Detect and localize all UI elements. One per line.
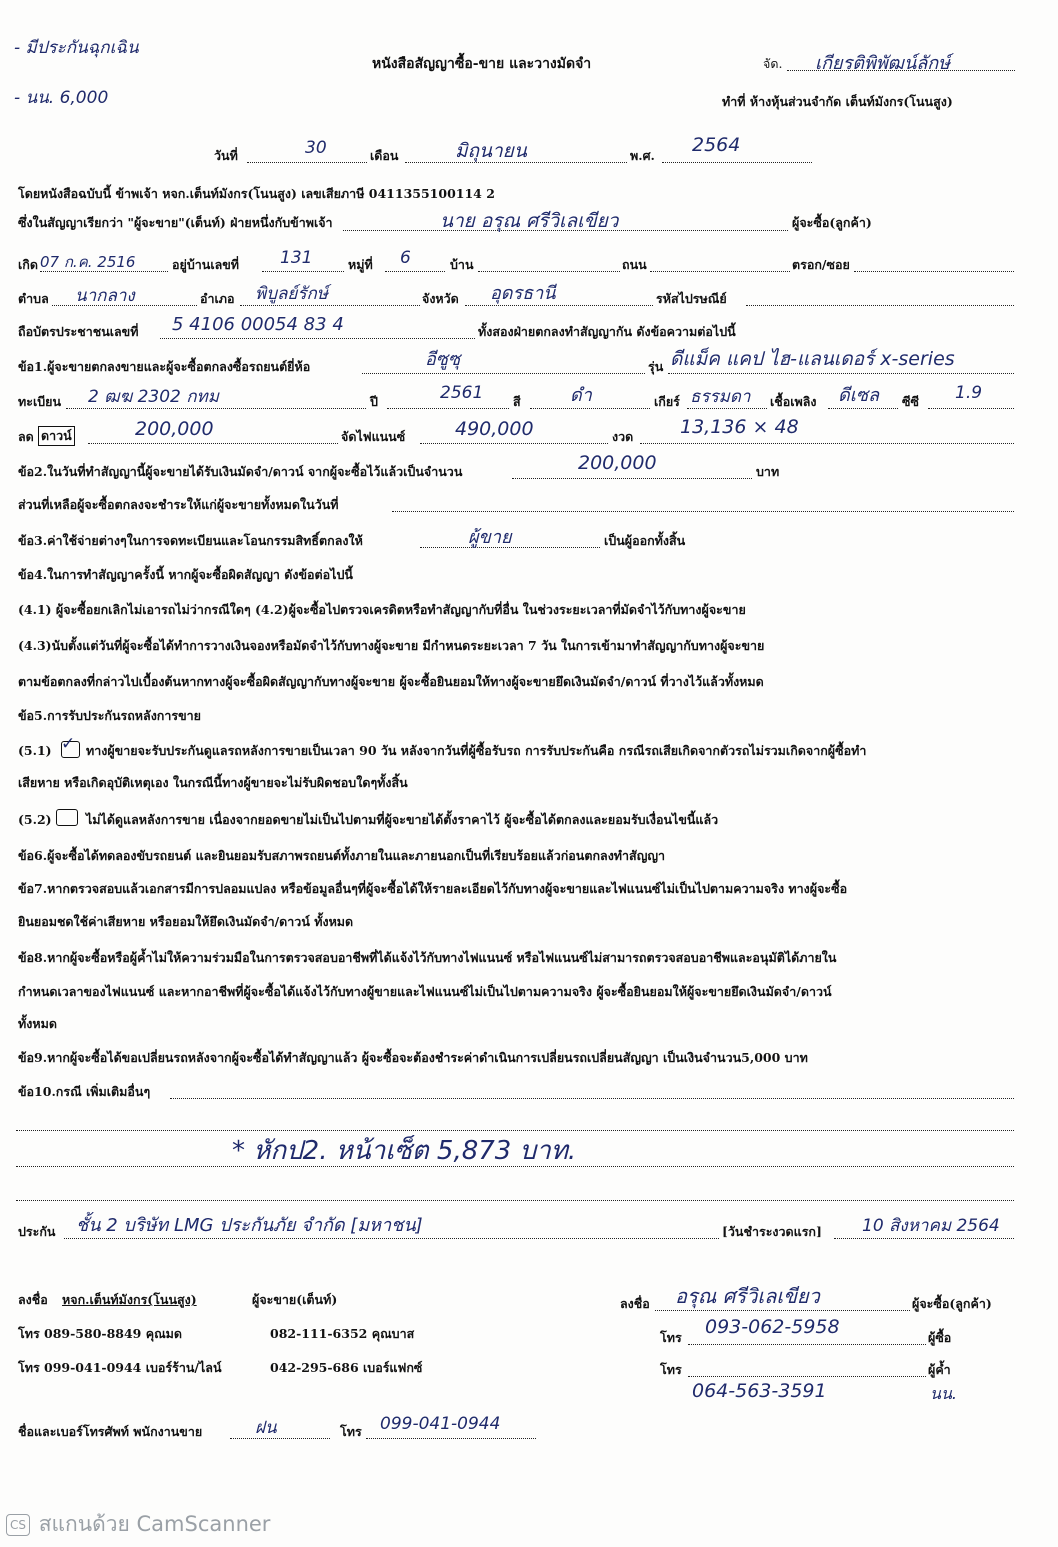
clause8-l1: ข้อ8.หากผู้จะซื้อหรือผู้ค้ำไม่ให้ความร่วมมือในการตรวจสอบอาชีพที่ได้แจ้งไว้กับทางไฟแนนซ์ หรือไฟแนนซ์ไม่สามารถตรวจสอบอาชีพและอนุมัติได้ภายใน [18, 950, 837, 965]
seller-sign-label: ลงชื่อ [18, 1292, 48, 1307]
staff-name: ฝน [255, 1418, 277, 1438]
seller-role: ผู้จะขาย(เต็นท์) [252, 1292, 338, 1307]
id-value: 5 4106 00054 83 4 [172, 314, 344, 335]
date-year-label: พ.ศ. [630, 148, 655, 163]
intro-line2-prefix: ซึ่งในสัญญาเรียกว่า "ผู้จะขาย"(เต็นท์) ฝ่ายหนึ่งกับข้าพเจ้า [18, 215, 333, 230]
clause5-option1-num: (5.1) [18, 743, 52, 758]
house-line [262, 271, 344, 272]
subdistrict-value: นากลาง [75, 286, 135, 306]
date-day-label: วันที่ [214, 148, 238, 163]
village-label: บ้าน [450, 257, 474, 272]
vehicle-reg: 2 ฒฆ 2302 กทม [88, 387, 219, 407]
date-day-line [247, 162, 367, 163]
fuel-label: เชื้อเพลิง [770, 394, 817, 409]
staff-name-line [230, 1438, 330, 1439]
staff-tel-label: โทร [340, 1424, 362, 1439]
cc-line [928, 408, 1014, 409]
handwritten-note-weight: - นน. 6,000 [14, 88, 109, 108]
first-pay-value: 10 สิงหาคม 2564 [862, 1216, 1000, 1236]
installment-value: 13,136 × 48 [680, 416, 799, 438]
camscanner-logo-icon: CS [6, 1514, 30, 1536]
road-label: ถนน [622, 257, 647, 272]
date-year-line [662, 162, 812, 163]
district-label: อำเภอ [200, 291, 235, 306]
clause6: ข้อ6.ผู้จะซื้อได้ทดลองขับรถยนต์ และยินยอมรับสภาพรถยนต์ทั้งภายในและภายนอกเป็นที่เรียบร้อยแล้วก่อนตกลงทำสัญญา [18, 848, 666, 863]
guarantor-tel-label: โทร [660, 1362, 682, 1377]
clause7-l2: ยินยอมชดใช้ค่าเสียหาย หรือยอมให้ยึดเงินมัดจำ/ดาวน์ ทั้งหมด [18, 914, 354, 929]
buyer-tel-line [688, 1344, 926, 1345]
postcode-label: รหัสไปรษณีย์ [656, 291, 727, 306]
brand-line [362, 373, 645, 374]
year-line [387, 408, 509, 409]
clause4-l2: (4.3)นับตั้งแต่วันที่ผู้จะซื้อได้ทำการวางเงินจองหรือมัดจำไว้กับทางผู้จะขาย มีกำหนดระยะเวลา 7 วัน ในการเข้ามาทำสัญญากับทางผู้จะขาย [18, 638, 765, 653]
finance-value: 490,000 [455, 418, 534, 440]
province-value: อุดรธานี [490, 283, 556, 304]
buyer-name: นาย อรุณ ศรีวิเลเขียว [440, 210, 619, 232]
made-by-value: เกียรติพิพัฒน์ลักษ์ [815, 53, 951, 74]
vehicle-cc: 1.9 [955, 383, 983, 403]
buyer-sign-label: ลงชื่อ [620, 1296, 650, 1311]
house-label: อยู่บ้านเลขที่ [172, 257, 240, 272]
clause2-amount: 200,000 [578, 452, 657, 474]
subdistrict-label: ตำบล [18, 291, 49, 306]
finance-label: จัดไฟแนนซ์ [341, 429, 406, 444]
insurance-value: ชั้น 2 บริษัท LMG ประกันภัย จำกัด [มหาชน] [76, 1215, 423, 1236]
clause5-option2-checkbox[interactable] [56, 809, 78, 826]
checkmark-icon: ✓ [61, 734, 76, 754]
id-line [160, 338, 475, 339]
clause10-line1 [170, 1098, 1014, 1099]
road-line [650, 271, 790, 272]
handwritten-note-insurance: - มีประกันฉุกเฉิน [14, 38, 139, 58]
guarantor-tel-line [688, 1376, 926, 1377]
clause5-option2-num: (5.2) [18, 812, 52, 827]
seller-tel2: 082-111-6352 คุณบาส [270, 1326, 415, 1341]
village-line [478, 271, 620, 272]
id-suffix: ทั้งสองฝ่ายตกลงทำสัญญากัน ดังข้อความต่อไปนี้ [478, 324, 736, 339]
buyer-tel: 093-062-5958 [705, 1316, 840, 1338]
vehicle-fuel: ดีเซล [838, 385, 880, 406]
clause7-l1: ข้อ7.หากตรวจสอบแล้วเอกสารมีการปลอมแปลง หรือข้อมูลอื่นๆที่ผู้จะซื้อได้ให้รายละเอียดไว้กับทางผู้จะขายและไฟแนนซ์ไม่เป็นไปตามความจริง ทางผู้จะซื้อ [18, 881, 848, 896]
buyer-sign-role: ผู้จะซื้อ(ลูกค้า) [912, 1296, 992, 1311]
clause2-line [512, 478, 752, 479]
staff-tel-line [366, 1438, 536, 1439]
clause2-suffix: บาท [756, 464, 780, 479]
staff-tel: 099-041-0944 [380, 1414, 501, 1434]
date-year: 2564 [692, 134, 741, 156]
down-line [88, 443, 338, 444]
date-month-label: เดือน [370, 148, 399, 163]
made-at: ทำที่ ห้างหุ้นส่วนจำกัด เต็นท์มังกร(โนนสูง) [722, 94, 953, 109]
guarantor-tel: 064-563-3591 [692, 1380, 827, 1402]
moo-line [385, 271, 445, 272]
camscanner-watermark [6, 1508, 270, 1541]
finance-line [420, 443, 608, 444]
intro-line1: โดยหนังสือฉบับนี้ ข้าพเจ้า หจก.เต็นท์มังกร(โนนสูง) เลขเสียภาษี 0411355100114 2 [18, 186, 495, 201]
down-label: ลด [18, 429, 34, 444]
clause10-line3 [16, 1166, 1014, 1167]
insurance-label: ประกัน [18, 1224, 56, 1239]
buyer-tel-role: ผู้ซื้อ [928, 1330, 952, 1345]
clause2-line2: ส่วนที่เหลือผู้จะซื้อตกลงจะชำระให้แก่ผู้จะขายทั้งหมดในวันที่ [18, 497, 339, 512]
installment-line [640, 443, 1014, 444]
clause5-option1-l1: ทางผู้ขายจะรับประกันดูแลรถหลังการขายเป็นเวลา 90 วัน หลังจากวันที่ผู้ซื้อรับรถ การรับประกันคือ กรณีรถเสียเกิดจากตัวรถไม่รวมเกิดจากผู้ซื้อทำ [86, 743, 867, 758]
guarantor-note: นน. [930, 1384, 957, 1403]
moo-label: หมู่ที่ [348, 257, 373, 272]
vehicle-model: ดีแม็ค แคป ไฮ-แลนเดอร์ x-series [670, 348, 955, 370]
year-label: ปี [370, 394, 378, 409]
clause5-option1-l2: เสียหาย หรือเกิดอุบัติเหตุเอง ในกรณีนี้ทางผู้ขายจะไม่รับผิดชอบใดๆทั้งสิ้น [18, 775, 408, 790]
soi-line [854, 271, 1014, 272]
staff-label: ชื่อและเบอร์โทรศัพท์ พนักงานขาย [18, 1424, 203, 1439]
clause3-suffix: เป็นผู้ออกทั้งสิ้น [604, 533, 686, 548]
clause10-prefix: ข้อ10.กรณี เพิ่มเติมอื่นๆ [18, 1084, 151, 1099]
clause2-prefix: ข้อ2.ในวันที่ทำสัญญานี้ผู้จะขายได้รับเงินมัดจำ/ดาวน์ จากผู้จะซื้อไว้แล้วเป็นจำนวน [18, 464, 463, 479]
down-box: ดาวน์ [38, 426, 75, 446]
clause1-label: ข้อ1.ผู้จะขายตกลงขายและผู้จะซื้อตกลงซื้อรถยนต์ยี่ห้อ [18, 359, 311, 374]
vehicle-year: 2561 [440, 383, 484, 403]
district-value: พิบูลย์รักษ์ [255, 284, 329, 304]
clause5-option2-l1: ไม่ได้ดูแลหลังการขาย เนื่องจากยอดขายไม่เป็นไปตามที่ผู้จะขายได้ตั้งราคาไว้ ผู้จะซื้อได้ตกลงและยอมรับเงื่อนไขนี้แล้ว [86, 812, 719, 827]
postcode-line [746, 305, 1014, 306]
vehicle-color: ดำ [570, 385, 592, 406]
seller-tel4: 042-295-686 เบอร์แฟกซ์ [270, 1360, 423, 1375]
seller-tel3: โทร 099-041-0944 เบอร์ร้าน/ไลน์ [18, 1360, 222, 1375]
clause4-l3: ตามข้อตกลงที่กล่าวไปเบื้องต้นหากทางผู้จะซื้อผิดสัญญากับทางผู้จะขาย ผู้จะซื้อยินยอมให้ทางผู้จะขายยึดเงินมัดจำ/ดาวน์ ที่วางไว้แล้วทั้งหมด [18, 674, 764, 689]
moo-value: 6 [400, 248, 411, 268]
first-pay-label: [วันชำระงวดแรก] [722, 1224, 822, 1239]
clause10-line4 [16, 1200, 1014, 1201]
vehicle-brand: อีซูซุ [425, 349, 461, 370]
date-month: มิถุนายน [455, 140, 527, 162]
province-label: จังหวัด [422, 291, 459, 306]
model-label: รุ่น [648, 359, 664, 374]
made-by-label: จัด. [763, 56, 783, 71]
id-label: ถือบัตรประชาชนเลขที่ [18, 324, 139, 339]
color-label: สี [513, 394, 521, 409]
seller-tel1: โทร 089-580-8849 คุณมด [18, 1326, 183, 1341]
clause5-title: ข้อ5.การรับประกันรถหลังการขาย [18, 708, 202, 723]
guarantor-role: ผู้ค้ำ [928, 1362, 951, 1377]
born-label: เกิด [18, 257, 38, 272]
date-day: 30 [305, 138, 327, 158]
clause9: ข้อ9.หากผู้จะซื้อได้ขอเปลี่ยนรถหลังจากผู้จะซื้อได้ทำสัญญาแล้ว ผู้จะซื้อจะต้องชำระค่าดำเนินการเปลี่ยนรถเปลี่ยนสัญญา เป็นเงินจำนวน5,000 บาท [18, 1050, 808, 1065]
clause8-l3: ทั้งหมด [18, 1016, 57, 1031]
born-value: 07 ก.ค. 2516 [40, 253, 136, 271]
clause2-line2-dots [392, 511, 1014, 512]
gear-label: เกียร์ [654, 394, 680, 409]
clause8-l2: กำหนดเวลาของไฟแนนซ์ และหากอาชีพที่ผู้จะซื้อได้แจ้งไว้กับทางผู้ขายและไฟแนนซ์ไม่เป็นไปตามความจริง ผู้จะซื้อยินยอมให้ผู้จะขายยึดเงินมัดจำ/ดาวน์ [18, 984, 832, 999]
soi-label: ตรอก/ซอย [792, 257, 850, 272]
intro-line2-suffix: ผู้จะซื้อ(ลูกค้า) [792, 215, 872, 230]
clause3-prefix: ข้อ3.ค่าใช้จ่ายต่างๆในการจดทะเบียนและโอนกรรมสิทธิ์ตกลงให้ [18, 533, 363, 548]
seller-name: หจก.เต็นท์มังกร(โนนสูง) [62, 1292, 197, 1307]
clause4-title: ข้อ4.ในการทำสัญญาครั้งนี้ หากผู้จะซื้อผิดสัญญา ดังข้อต่อไปนี้ [18, 567, 353, 582]
clause3-value: ผู้ขาย [468, 527, 512, 548]
cc-label: ซีซี [902, 394, 919, 409]
clause10-note: * หักป2. หน้าเซ็ต 5,873 บาท. [232, 1136, 577, 1166]
clause4-l1: (4.1) ผู้จะซื้อยกเลิกไม่เอารถไม่ว่ากรณีใดๆ (4.2)ผู้จะซื้อไปตรวจเครดิตหรือทำสัญญากับที่อื่น ในช่วงระยะเวลาที่มัดจำไว้กับทางผู้จะขาย [18, 602, 746, 617]
down-value: 200,000 [135, 418, 214, 440]
installment-label: งวด [612, 429, 634, 444]
buyer-signature: อรุณ ศรีวิเลเขียว [675, 1284, 820, 1308]
reg-label: ทะเบียน [18, 394, 62, 409]
vehicle-gear: ธรรมดา [690, 387, 751, 407]
house-value: 131 [280, 248, 313, 268]
buyer-tel-label: โทร [660, 1330, 682, 1345]
document-title: หนังสือสัญญาซื้อ-ขาย และวางมัดจำ [372, 56, 592, 72]
camscanner-text: สแกนด้วย CamScanner [38, 1512, 271, 1536]
